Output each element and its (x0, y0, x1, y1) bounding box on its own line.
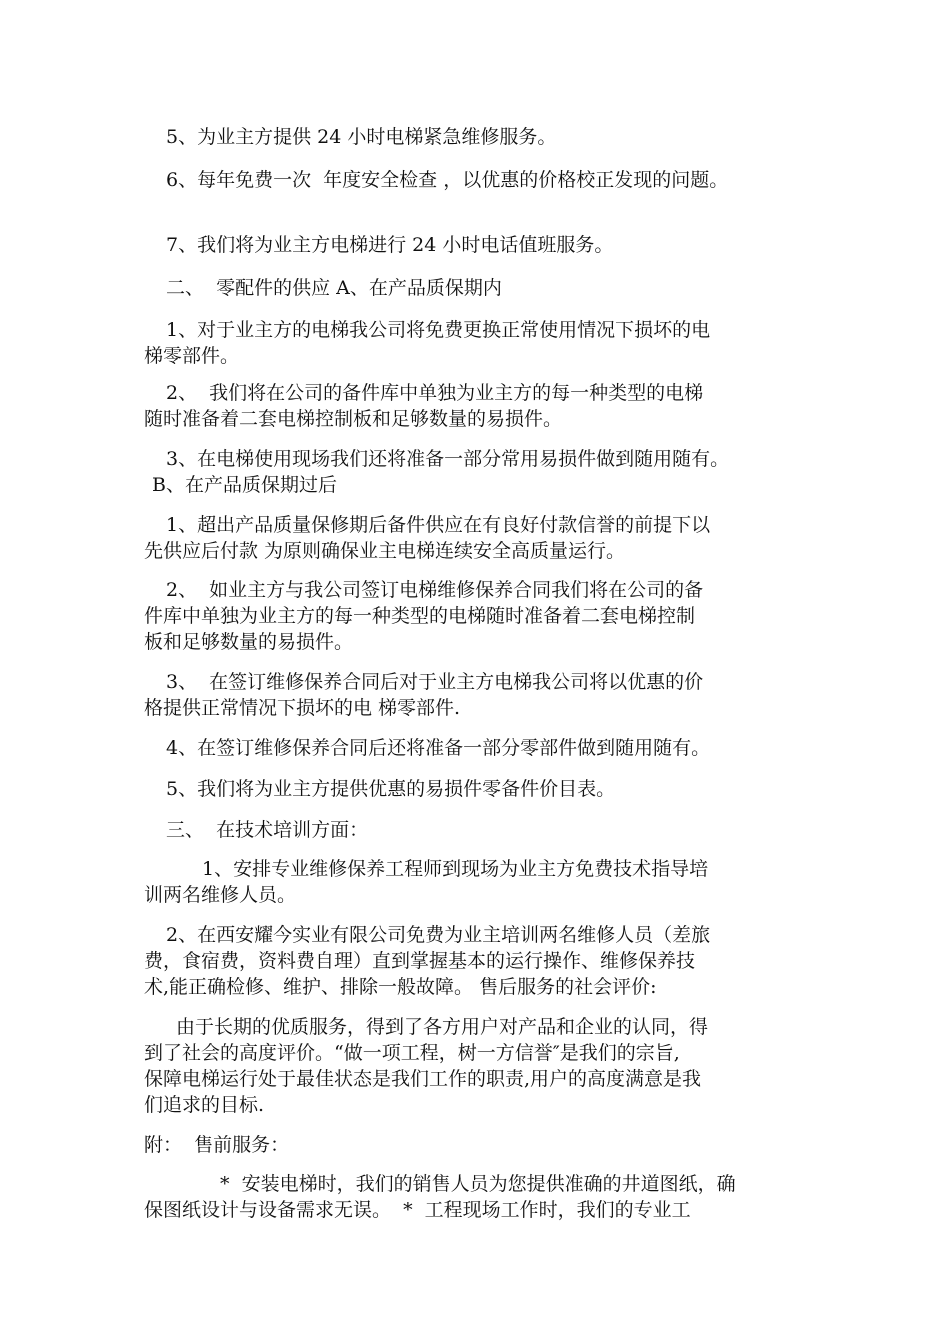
paragraph-line: 由于长期的优质服务，得到了各方用户对产品和企业的认同，得 (176, 1016, 709, 1038)
appendix-heading: 附： 售前服务： (144, 1134, 290, 1156)
paragraph-line: 格提供正常情况下损坏的电 梯零部件. (144, 697, 461, 719)
paragraph-line: 件库中单独为业主方的每一种类型的电梯随时准备着二套电梯控制 (144, 605, 696, 627)
paragraph-line: 保障电梯运行处于最佳状态是我们工作的职责,用户的高度满意是我 (144, 1068, 702, 1090)
section-heading-2: 二、 零配件的供应 A、在产品质保期内 (166, 277, 502, 299)
subsection-heading-b: B、在产品质保期过后 (152, 474, 337, 496)
paragraph-line: 4、在签订维修保养合同后还将准备一部分零部件做到随用随有。 (166, 737, 711, 759)
paragraph-line: 板和足够数量的易损件。 (144, 631, 354, 653)
paragraph-line: 5、我们将为业主方提供优惠的易损件零备件价目表。 (166, 778, 616, 800)
paragraph-line: 1、对于业主方的电梯我公司将免费更换正常使用情况下损坏的电 (166, 319, 711, 341)
paragraph-item-5: 5、为业主方提供 24 小时电梯紧急维修服务。 (166, 126, 557, 148)
paragraph-item-7: 7、我们将为业主方电梯进行 24 小时电话值班服务。 (166, 234, 614, 256)
paragraph-line: 术,能正确检修、维护、排除一般故障。 售后服务的社会评价: (144, 976, 657, 998)
paragraph-line: 训两名维修人员。 (144, 884, 297, 906)
paragraph-line: 到了社会的高度评价。“做一项工程，树一方信誉″是我们的宗旨, (144, 1042, 680, 1064)
paragraph-line: 3、 在签订维修保养合同后对于业主方电梯我公司将以优惠的价 (166, 671, 704, 693)
paragraph-line: 费，食宿费，资料费自理）直到掌握基本的运行操作、维修保养技 (144, 950, 696, 972)
paragraph-line: 们追求的目标. (144, 1094, 265, 1116)
paragraph-line: 梯零部件。 (144, 345, 240, 367)
paragraph-line: 2、在西安耀今实业有限公司免费为业主培训两名维修人员（差旅 (166, 924, 711, 946)
section-heading-3: 三、 在技术培训方面： (166, 819, 369, 841)
paragraph-line: 1、安排专业维修保养工程师到现场为业主方免费技术指导培 (202, 858, 709, 880)
paragraph-line: 2、 如业主方与我公司签订电梯维修保养合同我们将在公司的备 (166, 579, 704, 601)
paragraph-line: 保图纸设计与设备需求无误。 * 工程现场工作时，我们的专业工 (144, 1199, 691, 1221)
paragraph-line: 随时准备着二套电梯控制板和足够数量的易损件。 (144, 408, 563, 430)
paragraph-line: 1、超出产品质量保修期后备件供应在有良好付款信誉的前提下以 (166, 514, 711, 536)
paragraph-item-6: 6、每年免费一次 年度安全检查 ，以优惠的价格校正发现的问题。 (166, 169, 729, 191)
paragraph-line: 先供应后付款 为原则确保业主电梯连续安全高质量运行。 (144, 540, 626, 562)
paragraph-line: 3、在电梯使用现场我们还将准备一部分常用易损件做到随用随有。 (166, 448, 730, 470)
paragraph-line: * 安装电梯时，我们的销售人员为您提供准确的井道图纸，确 (220, 1173, 736, 1195)
paragraph-line: 2、 我们将在公司的备件库中单独为业主方的每一种类型的电梯 (166, 382, 704, 404)
